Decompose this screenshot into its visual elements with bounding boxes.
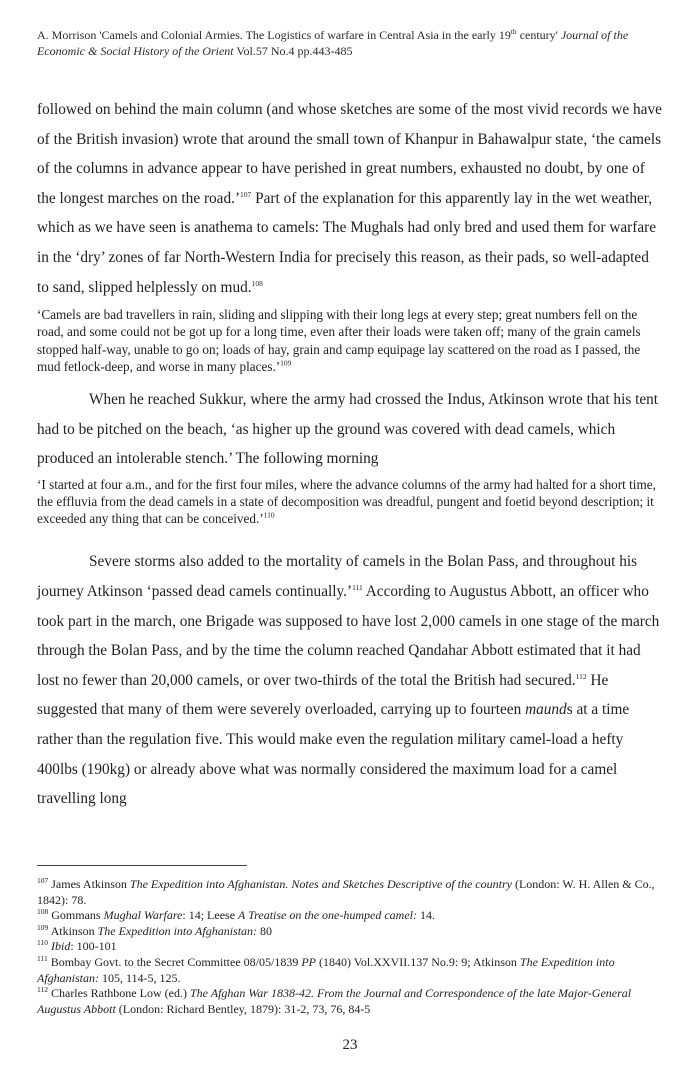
footnote-text: Gommans [48,908,104,923]
footnote-text: (London: W. H. Allen & Co., 1842): 78. [37,877,655,907]
footnote-number: 110 [37,938,48,948]
paragraph-1-text-b: Part of the explanation for this apparently lay in the wet weather, which as we have seen is anathema to camels: The Mughals had only bred and used them for warfare in the ‘dry’ zones of far North-Western India for precisely this reason, as their pads, so well-adapted to sand, slipped helplessly on mud. [37,189,657,296]
footnote-title: The Afghan War 1838-42. From the Journal and Correspondence of the late Major-General Augustus Abbott [37,986,632,1016]
footnote-separator [37,865,247,866]
header-citation: A. Morrison 'Camels and Colonial Armies. The Logistics of warfare in Central Asia in the early 19 [37,28,511,42]
footnote-number: 112 [37,985,48,995]
main-text [37,95,663,814]
block-quote-1 [37,306,663,375]
paragraph-3-text-c: He suggested that many of them were severely overloaded, carrying up to fourteen [37,671,609,719]
footnote-text: Charles Rathbone Low (ed.) [47,986,190,1001]
paragraph-3-text-a: Severe storms also added to the mortality of camels in the Bolan Pass, and throughout his journey Atkinson ‘passed dead camels continually.’ [37,553,638,600]
footnote-text: (London: Richard Bentley, 1879): 31-2, 73, 76, 84-5 [115,1001,371,1016]
footnote-text: Atkinson [48,923,98,938]
paragraph-2: When he reached Sukkur, where the army had crossed the Indus, Atkinson wrote that his tent had to be pitched on the beach, ‘as higher up the ground was covered with dead camels, which produced an intolerable stench.’ The following morning [37,390,659,468]
footnote-text: 105, 114-5, 125. [99,970,181,985]
maund-term: maund [525,701,567,719]
footnote-ref-107: 107 [240,189,252,199]
footnote-ref-112: 112 [575,671,587,681]
paragraph-3-text-d: s at a time rather than the regulation five. This would make even the regulation military camel-load a hefty 400lbs (190kg) or already above what was normally considered the maximum load for a camel travelling long [37,701,630,808]
footnote-title: Mughal Warfare [103,908,183,923]
footnote-108 [37,908,663,924]
footnote-112 [37,986,663,1017]
footnote-ref-110: 110 [263,510,275,520]
header-superscript: th [510,27,517,36]
footnote-title: A Treatise on the one-humped camel: [238,908,417,923]
footnote-ref-108: 108 [251,278,263,288]
paragraph-3 [37,547,663,813]
footnote-text: 80 [257,923,273,938]
footnote-title: Ibid [50,939,71,954]
footnotes [37,877,663,1017]
footnote-number: 108 [37,907,49,917]
paragraph-3-text-b: According to Augustus Abbott, an officer who took part in the march, one Brigade was supposed to have lost 2,000 camels in one stage of the march through the Bolan Pass, and by the time the column reached Qandahar Abbott estimated that it had lost no fewer than 20,000 camels, or over two-thirds of the total the British had secured. [37,582,660,689]
header-citation-cont: century' [516,28,561,42]
block-quote-2-text: ‘I started at four a.m., and for the first four miles, where the advance columns of the army had halted for a short time, the effluvia from the dead camels in a state of decomposition was dreadful, pungent and foetid beyond description; it exceeded any thing that can be conceived.’ [37,476,656,527]
footnote-text: 14. [417,908,435,923]
footnote-number: 111 [37,953,48,963]
footnote-110 [37,939,663,955]
header-journal-title: Journal of the Economic & Social History of the Orient [37,28,629,58]
paragraph-1 [37,95,663,302]
footnote-text: James Atkinson [48,877,130,891]
footnote-ref-109: 109 [280,358,292,368]
footnote-text: (1840) Vol.XXVII.137 No.9: 9; Atkinson [316,954,520,969]
footnote-title: PP [301,954,317,969]
footnote-109 [37,924,663,940]
footnote-text: Bombay Govt. to the Secret Committee 08/05/1839 [47,954,302,969]
header-volume: Vol.57 No.4 pp.443-485 [233,44,353,58]
footnote-ref-111: 111 [352,582,363,592]
footnote-107 [37,877,663,908]
footnote-text: : 14; Leese [182,908,239,923]
paragraph-1-text-a: followed on behind the main column (and whose sketches are some of the most vivid records we have of the British invasion) wrote that around the small town of Khanpur in Bahawalpur state, ‘the camels of the columns in advance appear to have perished in great numbers, exhausted no doubt, by one of the longest marches on the road.’ [37,101,662,207]
footnote-number: 107 [37,876,49,885]
running-header [37,27,667,59]
footnote-number: 109 [37,922,49,932]
block-quote-2 [37,476,663,528]
footnote-111 [37,955,663,986]
page-number: 23 [342,1037,358,1053]
block-quote-1-text: ‘Camels are bad travellers in rain, sliding and slipping with their long legs at every step; great numbers fell on the road, and some could not be got up for a long time, even after their loads were taken off; many of the grain camels stopped half-way, unable to go on; loads of hay, grain and camp equipage lay scattered on the road as I passed, the mud fetlock-deep, and worse in many places.’ [37,307,641,374]
footnote-text: : 100-101 [70,939,117,954]
footnote-title: The Expedition into Afghanistan. Notes and Sketches Descriptive of the country [129,877,512,891]
footnote-title: The Expedition into Afghanistan: [37,954,615,985]
footnote-title: The Expedition into Afghanistan: [97,923,258,938]
